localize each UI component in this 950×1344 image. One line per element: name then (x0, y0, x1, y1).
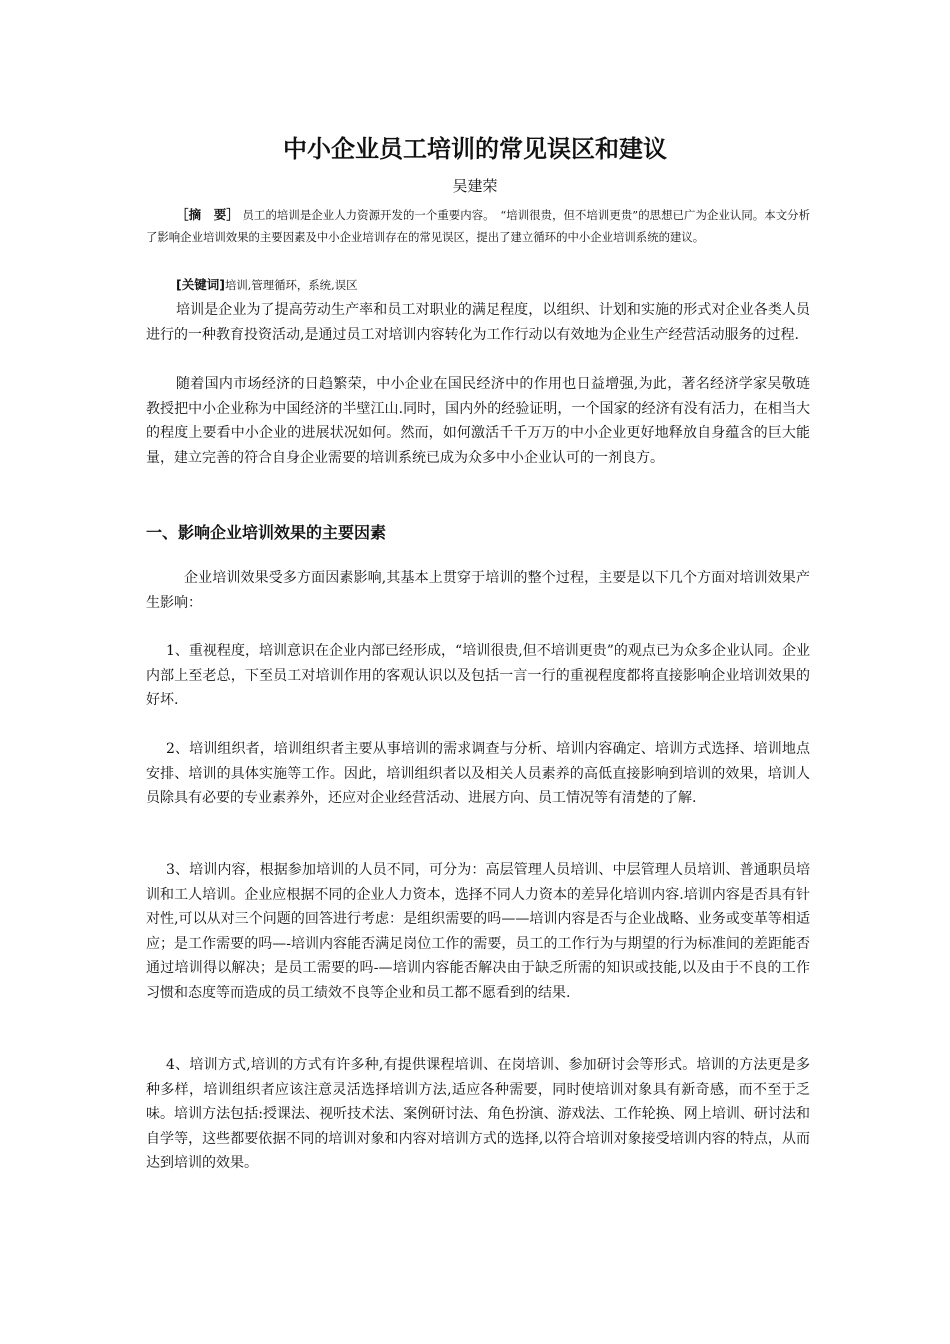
section-1-item-3: 3、培训内容，根据参加培训的人员不同，可分为：高层管理人员培训、中层管理人员培训、普通职员培训和工人培训。企业应根据不同的企业人力资本，选择不同人力资本的差异化培训内容.培训内容是否具有针对性,可以从对三个问题的回答进行考虑：是组织需要的吗——培训内容是否与企业战略、业务或变革等相适应；是工作需要的吗—-培训内容能否满足岗位工作的需要，员工的工作行为与期望的行为标准间的差距能否通过培训得以解决；是员工需要的吗-—培训内容能否解决由于缺乏所需的知识或技能,以及由于不良的工作习惯和态度等而造成的员工绩效不良等企业和员工都不愿看到的结果. (146, 862, 810, 1001)
section-1-item-1: 1、重视程度，培训意识在企业内部已经形成，“培训很贵,但不培训更贵”的观点已为众多企业认同。企业内部上至老总，下至员工对培训作用的客观认识以及包括一言一行的重视程度都将直接影响企业培训效果的好坏. (146, 643, 810, 708)
document-title: 中小企业员工培训的常见误区和建议 (283, 135, 667, 163)
abstract-text: 员工的培训是企业人力资源开发的一个重要内容。 “培训很贵，但不培训更贵”的思想已广为企业认同。本文分析了影响企业培训效果的主要因素及中小企业培训存在的常见误区，提出了建立循环的中小企业培训系统的建议。 (146, 208, 810, 244)
keywords-text: 培训,管理循环，系统,误区 (224, 278, 358, 292)
abstract-label: ［摘 要］ (176, 207, 239, 222)
abstract (146, 204, 810, 248)
section-1-item-4: 4、培训方式,培训的方式有许多种,有提供课程培训、在岗培训、参加研讨会等形式。培训的方法更是多种多样，培训组织者应该注意灵活选择培训方法,适应各种需要，同时使培训对象具有新奇感，而不至于乏味。培训方法包括:授课法、视听技术法、案例研讨法、角色扮演、游戏法、工作轮换、网上培训、研讨法和自学等，这些都要依据不同的培训对象和内容对培训方式的选择,以符合培训对象接受培训内容的特点，从而达到培训的效果。 (146, 1057, 810, 1171)
section-1-item-2: 2、培训组织者，培训组织者主要从事培训的需求调查与分析、培训内容确定、培训方式选择、培训地点安排、培训的具体实施等工作。因此，培训组织者以及相关人员素养的高低直接影响到培训的效果，培训人员除具有必要的专业素养外，还应对企业经营活动、进展方向、员工情况等有清楚的了解. (146, 741, 810, 806)
intro-paragraph-1: 培训是企业为了提高劳动生产率和员工对职业的满足程度，以组织、计划和实施的形式对企业各类人员进行的一种教育投资活动,是通过员工对培训内容转化为工作行动以有效地为企业生产经营活动服务的过程. (146, 302, 810, 343)
section-1-heading: 一、影响企业培训效果的主要因素 (146, 523, 387, 542)
section-1-lead: 企业培训效果受多方面因素影响,其基本上贯穿于培训的整个过程，主要是以下几个方面对培训效果产生影响： (146, 570, 810, 611)
document-author: 吴建荣 (452, 177, 498, 195)
intro-paragraph-2: 随着国内市场经济的日趋繁荣，中小企业在国民经济中的作用也日益增强,为此，著名经济学家吴敬琏教授把中小企业称为中国经济的半壁江山.同时，国内外的经验证明，一个国家的经济有没有活力，在相当大的程度上要看中小企业的进展状况如何。然而，如何激活千千万万的中小企业更好地释放自身蕴含的巨大能量，建立完善的符合自身企业需要的培训系统已成为众多中小企业认可的一剂良方。 (146, 376, 810, 466)
keywords (176, 274, 810, 296)
keywords-label: [关键词] (176, 277, 225, 292)
